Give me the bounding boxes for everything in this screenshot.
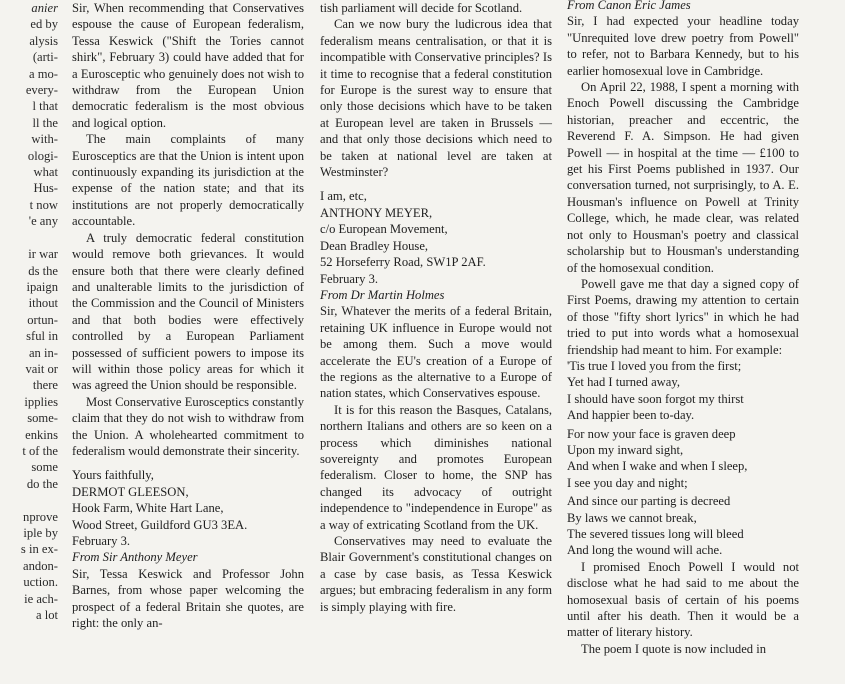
- james-para-2: On April 22, 1988, I spent a morning with Enoch Powell discussing the Cambridge historian, preacher and eccentric, the Reverend F. A. Simpson. He had given Powell — in hospital at the time — £100 to get his First Poems published in 1937. Our conversation turned, not surprisingly, to A. E. Housman's influence on Powell at Trinity College, which, he made clear, was related not only to Housman's poetry and classical scholarship but to Housman's understanding of the homosexual condition.: [567, 80, 799, 275]
- poem-line: By laws we cannot break,: [567, 510, 697, 525]
- cut-fragment: uction.: [23, 575, 58, 590]
- holmes-para-2: It is for this reason the Basques, Catalans, northern Italians and others are so keen on a process which diminishes national sovereignty and promotes European federalism. Closer to home, the SNP has changed its advocacy of outright independence to "independence in Europe" as a way of extricating Scotland from the UK.: [320, 402, 552, 532]
- cut-fragment: every-: [25, 83, 58, 98]
- cut-fragment: some: [31, 460, 58, 475]
- cut-fragment: ll the: [32, 115, 58, 130]
- cut-fragment: what: [33, 165, 58, 180]
- cut-fragment: t now: [29, 197, 58, 212]
- meyer-byline: From Sir Anthony Meyer: [72, 550, 198, 565]
- cut-fragment: nprove: [23, 509, 58, 524]
- meyer-para-1: Sir, Tessa Keswick and Professor John Barnes, from whose paper welcoming the prospect of a federal Britain she quotes, are right: the only an-: [72, 566, 304, 631]
- poem-line: Upon my inward sight,: [567, 442, 684, 457]
- cut-fragment: andon-: [23, 558, 58, 573]
- cut-fragment: iple by: [23, 526, 58, 540]
- cut-fragment: s in ex-: [20, 542, 58, 557]
- james-para-3: Powell gave me that day a signed copy of First Poems, drawing my attention to certain of those "fifty short lyrics" in which he had tried to put into words what a homosexual friendship had meant to him. For example:: [567, 276, 799, 357]
- cut-fragment: ipplies: [24, 394, 58, 409]
- gleeson-para-3: A truly democratic federal constitution would remove both grievances. It would ensure both that there were clearly defined and unalterable limits to the jurisdiction of the Commission and the Council of Ministers and that both bodies were effectively controlled by a European Parliament possessed of sufficient powers to impose its will within those policy areas for which it was agreed the Union should be responsible.: [72, 230, 304, 393]
- letter-column-2: [320, 0, 552, 615]
- cut-fragment: enkins: [25, 427, 58, 442]
- cut-fragment: some-: [27, 411, 58, 426]
- cut-fragment: there: [32, 378, 58, 393]
- cut-fragment: 'e any: [28, 214, 58, 229]
- meyer-address-2: Dean Bradley House,: [320, 238, 429, 253]
- poem-line: And when I wake and when I sleep,: [567, 459, 748, 474]
- cut-fragment: anier: [31, 1, 58, 15]
- holmes-byline: From Dr Martin Holmes: [320, 287, 445, 302]
- james-para-4: I promised Enoch Powell I would not disclose what he had said to me about the homosexual basis of certain of his poems until after his death. Then it would be a matter of literary history.: [567, 559, 799, 640]
- cut-fragment: an in-: [28, 345, 58, 360]
- cut-fragment: a mo-: [28, 66, 58, 81]
- cut-fragment: ds the: [28, 263, 58, 278]
- gleeson-signoff: Yours faithfully,: [72, 468, 154, 483]
- cut-fragment: ie ach-: [24, 591, 58, 606]
- poem: [567, 358, 799, 559]
- holmes-para-1: Sir, Whatever the merits of a federal Britain, retaining UK influence in Europe would not be among them. Such a move would accelerate the EU's creation of a Europe of the regions as the alternative to a Europe of nation states, which Conservatives espouse.: [320, 304, 552, 401]
- gleeson-address-1: Hook Farm, White Hart Lane,: [72, 501, 224, 516]
- poem-line: I see you day and night;: [567, 475, 688, 490]
- cut-fragment: vait or: [25, 361, 58, 376]
- cut-fragment: alysis: [29, 33, 58, 48]
- cut-fragment: [0, 492, 58, 508]
- gleeson-para-2: The main complaints of many Eurosceptics are that the Union is intent upon continuously expanding its jurisdiction at the expense of the nation state; and that its institutions are not properly democratically accountable.: [72, 132, 304, 229]
- gleeson-para-1: Sir, When recommending that Conservatives espouse the cause of European federalism, Tessa Keswick ("Shift the Tories cannot shirk", February 3) could have added that for a Eurosceptic who genuinely does not wish to withdraw from the European Union democratic federalism is the most obvious and logical option.: [72, 1, 304, 130]
- gleeson-name: DERMOT GLEESON,: [72, 484, 189, 499]
- cut-fragment: l that: [32, 99, 58, 114]
- poem-line: 'Tis true I loved you from the first;: [567, 358, 742, 373]
- meyer-para-cont: tish parliament will decide for Scotland.: [320, 1, 523, 15]
- cut-fragment: a lot: [35, 608, 58, 623]
- cut-fragment: Hus-: [33, 181, 58, 196]
- left-cut-column: [0, 0, 58, 623]
- cut-fragment: ortun-: [27, 312, 58, 327]
- meyer-address-1: c/o European Movement,: [320, 222, 448, 237]
- poem-line: For now your face is graven deep: [567, 426, 736, 441]
- james-byline: From Canon Eric James: [567, 0, 691, 12]
- poem-line: And happier been to-day.: [567, 408, 695, 423]
- meyer-para-2: Can we now bury the ludicrous idea that federalism means centralisation, or that it is incompatible with Conservative principles? Is it time to recognise that a federal constitution for Europe is the surest way to ensure that only those decisions which have to be taken at European level are taken in Brussels — and that only those decisions which need to be taken at national level are taken at Westminster?: [320, 17, 552, 180]
- gleeson-address-2: Wood Street, Guildford GU3 3EA.: [72, 517, 248, 532]
- cut-fragment: sful in: [26, 329, 58, 344]
- cut-fragment: t of the: [22, 443, 58, 458]
- cut-fragment: ed by: [30, 17, 58, 32]
- gleeson-date: February 3.: [72, 534, 131, 548]
- letter-column-1: [72, 0, 304, 631]
- cut-fragment: ithout: [28, 296, 58, 311]
- meyer-signoff: I am, etc,: [320, 189, 367, 204]
- cut-fragment: do the: [26, 476, 58, 491]
- cut-fragment: with-: [31, 132, 58, 147]
- cut-fragment: ir war: [28, 247, 58, 262]
- meyer-address-3: 52 Horseferry Road, SW1P 2AF.: [320, 255, 486, 270]
- poem-line: I should have soon forgot my thirst: [567, 391, 744, 406]
- meyer-name: ANTHONY MEYER,: [320, 205, 433, 220]
- james-para-5: The poem I quote is now included in: [581, 641, 767, 656]
- letter-column-3: [567, 0, 799, 657]
- meyer-date: February 3.: [320, 271, 379, 286]
- poem-line: And since our parting is decreed: [567, 494, 731, 509]
- cut-fragment: [0, 230, 58, 246]
- poem-line: Yet had I turned away,: [567, 375, 680, 390]
- cut-fragment: (arti-: [32, 50, 58, 65]
- poem-line: And long the wound will ache.: [567, 543, 723, 558]
- cut-fragment: ipaign: [26, 279, 58, 294]
- poem-line: The severed tissues long will bleed: [567, 527, 744, 541]
- holmes-para-3: Conservatives may need to evaluate the Blair Government's constitutional changes on a case by case basis, as Tessa Keswick argues; but embracing federalism in any form is simply playing with fire.: [320, 534, 552, 614]
- james-para-1: Sir, I had expected your headline today "Unrequited love drew poetry from Powell" to refer, not to Barbara Kennedy, but to his earlier homosexual love in Cambridge.: [567, 14, 799, 78]
- cut-fragment: ologi-: [27, 148, 58, 163]
- gleeson-para-4: Most Conservative Eurosceptics constantly claim that they do not wish to withdraw from the Union. A wholehearted commitment to federalism would demonstrate their sincerity.: [72, 394, 304, 458]
